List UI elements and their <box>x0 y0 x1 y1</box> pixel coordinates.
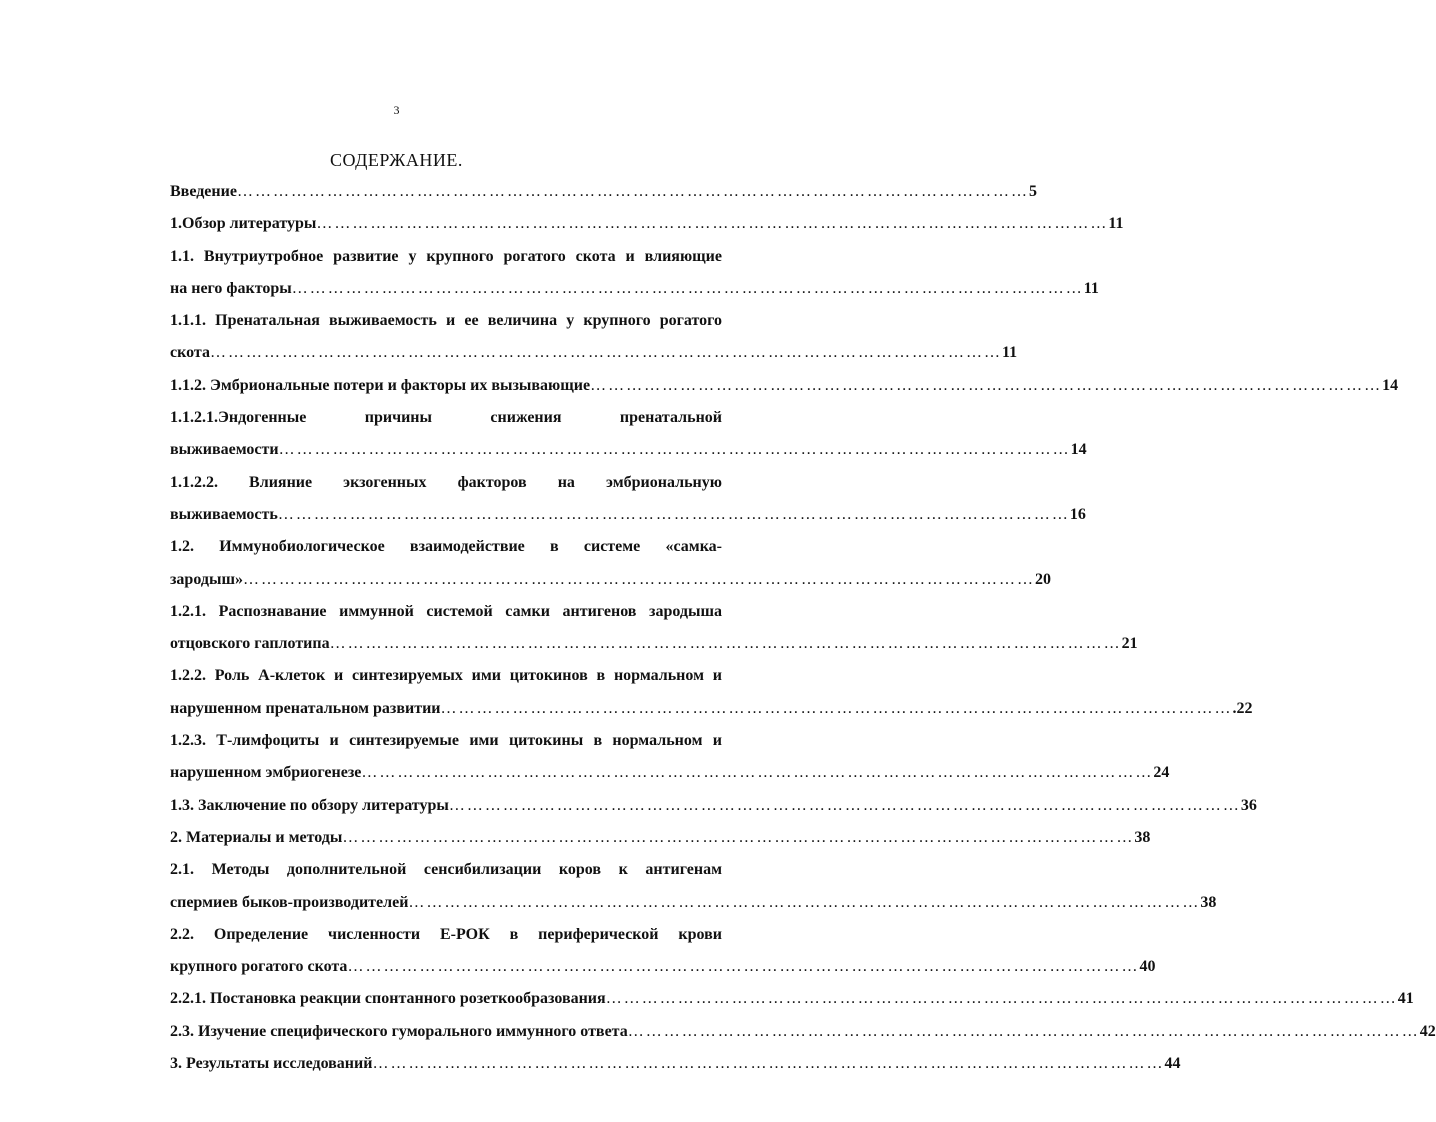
toc-entry-text: 2.2.1. Постановка реакции спонтанного розеткообразования <box>170 990 606 1008</box>
toc-page-number: 21 <box>1121 635 1138 653</box>
toc-entry-text: 1.2.1. Распознавание иммунной системой самки антигенов зародыша <box>170 602 722 620</box>
toc-entry-text: 1.1.1. Пренатальная выживаемость и ее величина у крупного рогатого <box>170 312 722 330</box>
toc-entry-text: 1.3. Заключение по обзору литературы <box>170 796 449 814</box>
toc-entry-text: 1.2.3. Т-лимфоциты и синтезируемые ими цитокины в нормальном и <box>170 732 722 750</box>
dot-leader <box>347 951 1139 983</box>
toc-entry-line <box>170 434 1087 466</box>
toc-entry-text: 2.2. Определение численности Е-РОК в периферической крови <box>170 925 722 943</box>
toc-entry-line <box>170 757 1170 789</box>
dot-leader <box>243 564 1035 596</box>
dot-leader <box>361 757 1153 789</box>
table-of-contents <box>170 176 1436 1080</box>
toc-entry-line <box>170 370 1399 402</box>
dot-leader <box>628 1016 1420 1048</box>
toc-entry-text: выживаемость <box>170 505 278 523</box>
toc-page-number: 40 <box>1139 958 1156 976</box>
toc-entry-text: Введение <box>170 183 237 200</box>
toc-entry-text: 2.1. Методы дополнительной сенсибилизации коров к антигенам <box>170 861 722 879</box>
toc-entry-line <box>170 499 1086 531</box>
dot-leader <box>279 434 1071 466</box>
dot-leader <box>210 337 1002 369</box>
toc-entry-line <box>170 983 1414 1015</box>
toc-entry-line <box>170 693 1253 725</box>
toc-entry-text: 1.1.2. Эмбриональные потери и факторы их вызывающие <box>170 376 591 394</box>
dot-leader <box>408 887 1200 919</box>
toc-entry-text: 1.1.2.1.Эндогенные причины снижения пренатальной <box>170 409 722 427</box>
toc-page-number: 20 <box>1034 570 1051 588</box>
toc-entry-text: на него факторы <box>170 279 292 297</box>
toc-entry-line <box>170 822 1151 854</box>
dot-leader <box>372 1048 1164 1080</box>
toc-entry-text: 1.2.2. Роль А-клеток и синтезируемых ими цитокинов в нормальном и <box>170 667 722 685</box>
dot-leader <box>330 628 1122 660</box>
toc-page-number: 44 <box>1164 1055 1181 1073</box>
toc-entry-text: 1.1.2.2. Влияние экзогенных факторов на эмбриональную <box>170 473 722 491</box>
toc-entry-line <box>170 628 1138 660</box>
toc-entry-text: 1.Обзор литературы <box>170 215 317 233</box>
page-title: СОДЕРЖАНИЕ. <box>330 150 463 170</box>
dot-leader <box>441 693 1233 725</box>
toc-entry-line <box>170 1016 1436 1048</box>
toc-entry-text: выживаемости <box>170 441 279 459</box>
toc-entry-text: 2.3. Изучение специфического гуморального иммунного ответа <box>170 1022 628 1040</box>
dot-leader <box>342 822 1134 854</box>
toc-entry-text: скота <box>170 344 210 362</box>
dot-leader <box>292 273 1084 305</box>
toc-entry-text: отцовского гаплотипа <box>170 635 330 653</box>
toc-entry-text: зародыш» <box>170 570 243 588</box>
toc-entry-line <box>170 790 1257 822</box>
toc-page-number: 14 <box>1382 376 1399 394</box>
dot-leader <box>590 370 1382 402</box>
toc-page-number: 14 <box>1070 441 1087 459</box>
toc-entry-text: нарушенном эмбриогенезе <box>170 764 362 782</box>
toc-page-number: 16 <box>1069 505 1086 523</box>
toc-entry-line <box>170 951 1156 983</box>
toc-entry-line <box>170 887 1217 919</box>
toc-entry-line <box>170 1048 1181 1080</box>
toc-page-number: .22 <box>1232 699 1253 717</box>
toc-page-number: 41 <box>1397 990 1414 1008</box>
toc-entry-line <box>170 564 1051 596</box>
toc-page-number: 11 <box>1108 215 1124 233</box>
toc-entry-text: нарушенном пренатальном развитии <box>170 699 441 717</box>
toc-page-number: 38 <box>1134 828 1151 846</box>
toc-page-number: 5 <box>1028 183 1037 200</box>
toc-page-number: 11 <box>1083 279 1099 297</box>
page-number: 3 <box>393 103 400 117</box>
dot-leader <box>278 499 1070 531</box>
toc-page-number: 11 <box>1001 344 1018 362</box>
toc-entry-text: 3. Результаты исследований <box>170 1055 373 1073</box>
dot-leader <box>449 790 1241 822</box>
toc-entry-line <box>170 273 1099 305</box>
toc-entry-line <box>170 337 1018 369</box>
toc-entry-text: крупного рогатого скота <box>170 958 348 976</box>
dot-leader <box>606 983 1398 1015</box>
toc-page-number: 36 <box>1240 796 1257 814</box>
toc-page-number: 38 <box>1200 893 1217 911</box>
toc-page-number: 42 <box>1419 1022 1436 1040</box>
toc-entry-line <box>170 176 1037 208</box>
toc-entry-text: 2. Материалы и методы <box>170 828 343 846</box>
toc-entry-text: спермиев быков-производителей <box>170 893 409 911</box>
dot-leader <box>316 208 1108 240</box>
toc-entry-line <box>170 208 1124 240</box>
dot-leader <box>237 176 1029 208</box>
toc-page-number: 24 <box>1153 764 1170 782</box>
toc-entry-text: 1.1. Внутриутробное развитие у крупного рогатого скота и влияющие <box>170 247 722 265</box>
toc-entry-text: 1.2. Иммунобиологическое взаимодействие в системе «самка- <box>170 538 722 556</box>
